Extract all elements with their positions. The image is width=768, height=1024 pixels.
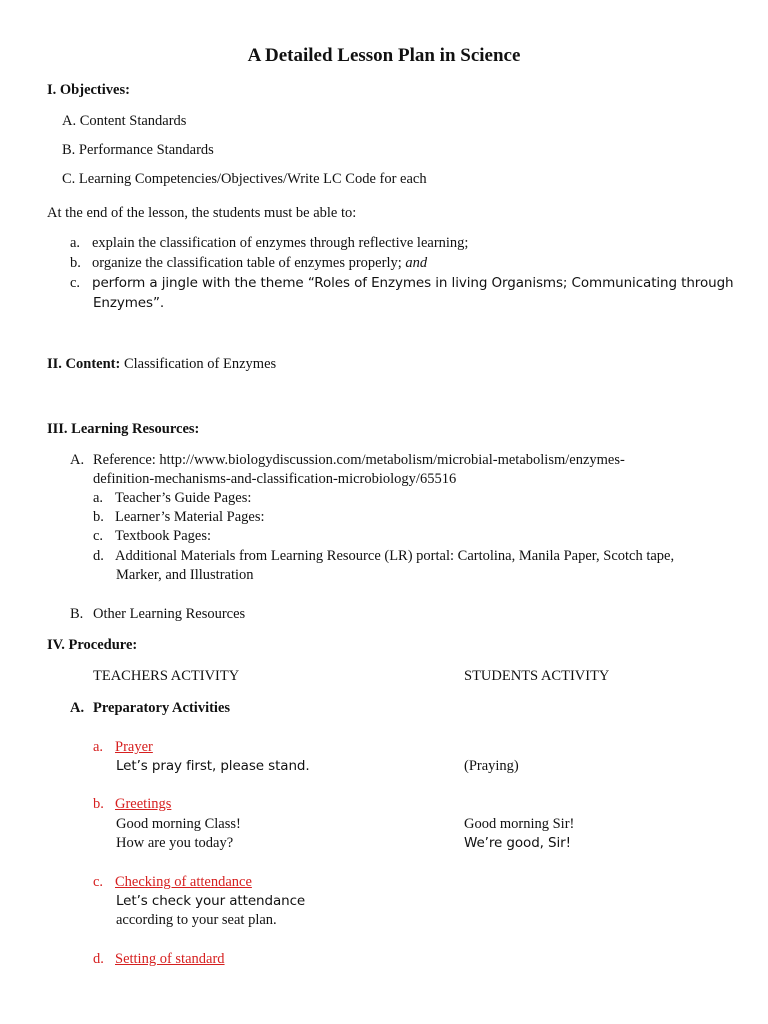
- student-line: We’re good, Sir!: [464, 835, 571, 851]
- resources-heading: III. Learning Resources:: [47, 421, 200, 437]
- teacher-line: Let’s pray first, please stand.: [116, 758, 310, 774]
- objectives-heading: I. Objectives:: [47, 82, 130, 98]
- list-marker: d.: [93, 951, 104, 967]
- list-marker: d.: [93, 548, 104, 564]
- list-marker: c.: [70, 275, 81, 291]
- list-marker: A.: [70, 700, 85, 716]
- content-standards: A. Content Standards: [62, 113, 187, 129]
- list-marker: b.: [93, 509, 104, 525]
- list-marker: B.: [70, 606, 84, 622]
- activity-title: [93, 873, 252, 892]
- objective-text: explain the classification of enzymes through reflective learning;: [92, 235, 469, 251]
- activity-title-text: Greetings: [115, 796, 172, 812]
- resource-sub-item: [93, 508, 265, 527]
- teacher-line: Good morning Class!: [116, 816, 241, 832]
- objectives-intro: At the end of the lesson, the students must be able to:: [47, 205, 357, 221]
- reference-text: Reference: http://www.biologydiscussion.com/metabolism/microbial-metabolism/enzymes-: [93, 452, 625, 468]
- resource-text: Additional Materials from Learning Resource (LR) portal: Cartolina, Manila Paper, Scotch tape,: [115, 548, 675, 564]
- list-marker: a.: [93, 490, 104, 506]
- resource-continuation: Marker, and Illustration: [116, 567, 254, 583]
- objective-continuation: Enzymes”.: [93, 295, 165, 311]
- objective-item: [70, 234, 468, 253]
- performance-standards: B. Performance Standards: [62, 142, 214, 158]
- teacher-line: Let’s check your attendance: [116, 893, 306, 909]
- list-marker: A.: [70, 452, 85, 468]
- resource-sub-item: [93, 547, 674, 566]
- section-heading: [70, 699, 230, 718]
- content-heading: II. Content:: [47, 356, 121, 372]
- content-line: [47, 355, 276, 374]
- list-marker: b.: [70, 255, 81, 271]
- resource-sub-item: [93, 489, 251, 508]
- page-title: A Detailed Lesson Plan in Science: [247, 45, 521, 66]
- procedure-heading: IV. Procedure:: [47, 637, 138, 653]
- student-line: (Praying): [464, 758, 519, 774]
- reference-continuation: definition-mechanisms-and-classification-microbiology/65516: [93, 471, 457, 487]
- resource-text: Teacher’s Guide Pages:: [115, 490, 252, 506]
- activity-title-text: Prayer: [115, 739, 153, 755]
- resource-text: Learner’s Material Pages:: [115, 509, 265, 525]
- student-column-header: STUDENTS ACTIVITY: [464, 668, 610, 684]
- objective-text: perform a jingle with the theme “Roles of Enzymes in living Organisms; Communicating through: [92, 275, 734, 291]
- list-marker: a.: [93, 739, 104, 755]
- list-marker: a.: [70, 235, 81, 251]
- student-line: Good morning Sir!: [464, 816, 575, 832]
- list-marker: c.: [93, 528, 104, 544]
- activity-title: [93, 950, 225, 969]
- reference-line: [70, 451, 625, 470]
- list-marker: c.: [93, 874, 104, 890]
- resource-sub-item: [93, 527, 211, 546]
- teacher-column-header: TEACHERS ACTIVITY: [93, 668, 240, 684]
- list-marker: b.: [93, 796, 104, 812]
- teacher-line: How are you today?: [116, 835, 234, 851]
- content-text: Classification of Enzymes: [123, 356, 277, 372]
- objective-suffix: and: [405, 255, 428, 271]
- teacher-line: according to your seat plan.: [116, 912, 277, 928]
- resource-text: Textbook Pages:: [115, 528, 212, 544]
- objective-text: organize the classification table of enzymes properly;: [92, 255, 402, 271]
- objective-item: [70, 274, 734, 293]
- learning-competencies: C. Learning Competencies/Objectives/Write LC Code for each: [62, 171, 427, 187]
- other-resources: [70, 605, 245, 624]
- section-title: Preparatory Activities: [93, 700, 231, 716]
- activity-title-text: Setting of standard: [115, 951, 225, 967]
- activity-title-text: Checking of attendance: [115, 874, 252, 890]
- activity-title: [93, 795, 171, 814]
- activity-title: [93, 738, 153, 757]
- other-resources-text: Other Learning Resources: [93, 606, 246, 622]
- objective-item: [70, 254, 427, 273]
